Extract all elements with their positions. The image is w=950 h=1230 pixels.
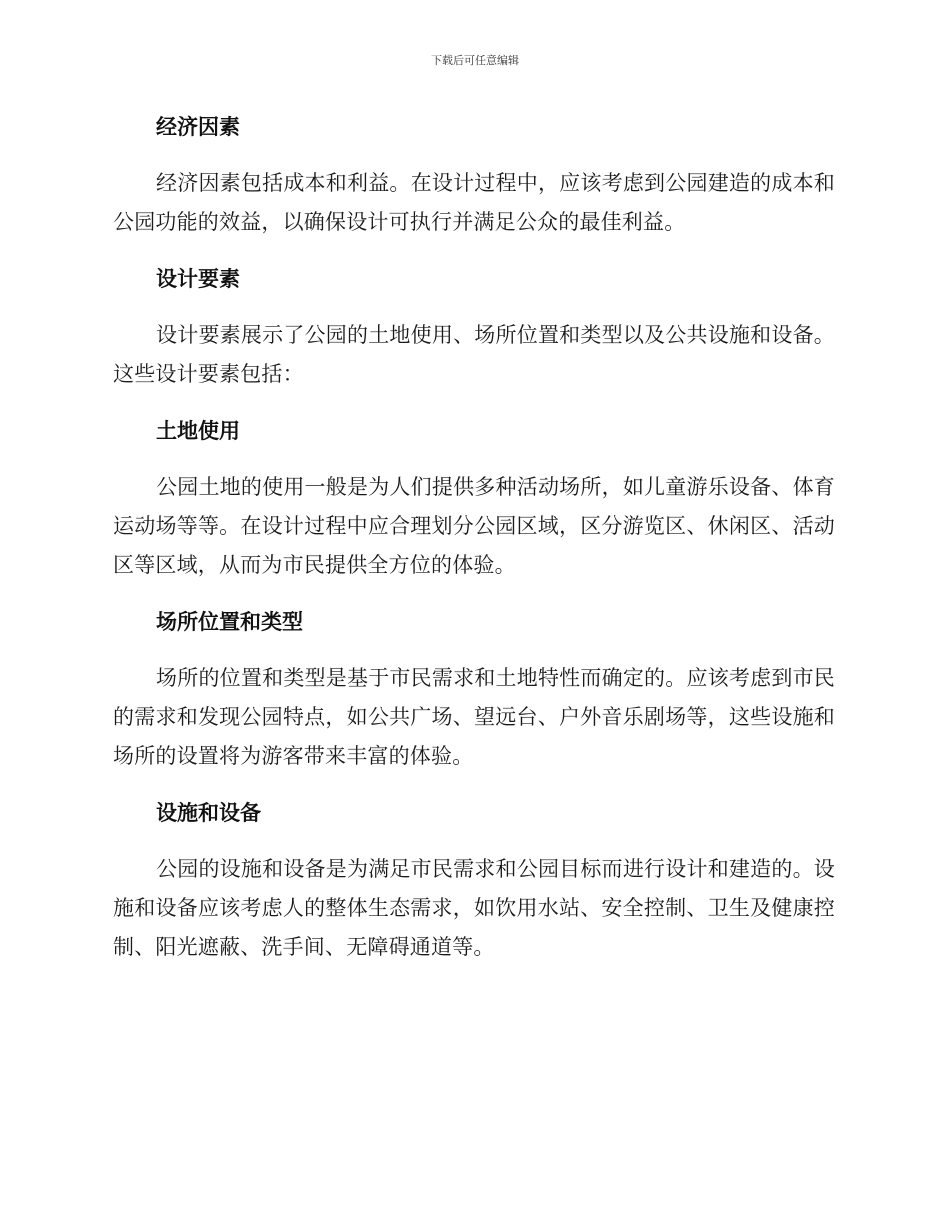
section-paragraph: 公园的设施和设备是为满足市民需求和公园目标而进行设计和建造的。设施和设备应该考虑人的整体生态需求，如饮用水站、安全控制、卫生及健康控制、阳光遮蔽、洗手间、无障碍通道等。 xyxy=(113,857,835,959)
document-body xyxy=(113,108,835,985)
section-heading: 设计要素 xyxy=(156,266,240,291)
section-economic-factors xyxy=(113,108,835,242)
section-heading: 设施和设备 xyxy=(156,800,261,825)
section-paragraph: 公园土地的使用一般是为人们提供多种活动场所，如儿童游乐设备、体育运动场等等。在设计过程中应合理划分公园区域，区分游览区、休闲区、活动区等区域，从而为市民提供全方位的体验。 xyxy=(113,475,835,577)
section-design-elements xyxy=(113,260,835,394)
section-heading: 土地使用 xyxy=(156,418,240,443)
section-site-location-type xyxy=(113,603,835,776)
section-land-use xyxy=(113,412,835,585)
section-heading: 经济因素 xyxy=(156,114,240,139)
section-facilities-equipment xyxy=(113,794,835,967)
section-heading: 场所位置和类型 xyxy=(156,609,303,634)
page-header: 下载后可任意编辑 xyxy=(431,54,519,67)
section-paragraph: 设计要素展示了公园的土地使用、场所位置和类型以及公共设施和设备。这些设计要素包括： xyxy=(113,323,835,386)
section-paragraph: 场所的位置和类型是基于市民需求和土地特性而确定的。应该考虑到市民的需求和发现公园特点，如公共广场、望远台、户外音乐剧场等，这些设施和场所的设置将为游客带来丰富的体验。 xyxy=(113,666,835,768)
section-paragraph: 经济因素包括成本和利益。在设计过程中，应该考虑到公园建造的成本和公园功能的效益，以确保设计可执行并满足公众的最佳利益。 xyxy=(113,171,835,234)
